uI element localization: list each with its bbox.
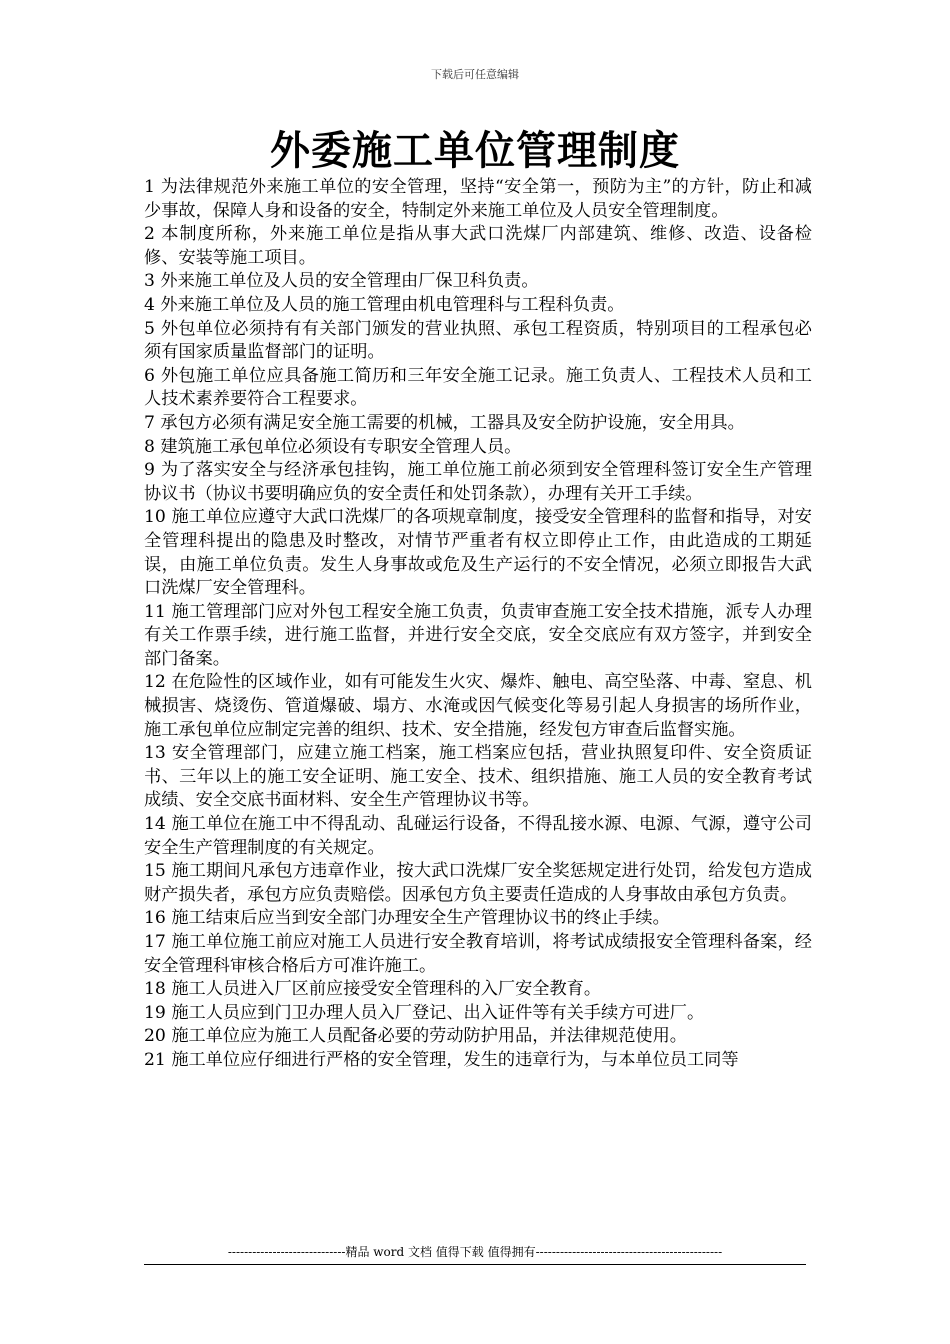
paragraph: 11 施工管理部门应对外包工程安全施工负责，负责审查施工安全技术措施，派专人办理有关工作票手续，进行施工监督，并进行安全交底，安全交底应有双方签字，并到安全部门备案。: [144, 601, 812, 669]
paragraph: 8 建筑施工承包单位必须设有专职安全管理人员。: [144, 436, 522, 457]
paragraph: 18 施工人员进入厂区前应接受安全管理科的入厂安全教育。: [144, 979, 602, 1000]
paragraph: 1 为法律规范外来施工单位的安全管理，坚持“安全第一，预防为主”的方针，防止和减少事故，保障人身和设备的安全，特制定外来施工单位及人员安全管理制度。: [144, 177, 812, 221]
header-note: 下载后可任意编辑: [431, 68, 519, 81]
paragraph: 19 施工人员应到门卫办理人员入厂登记、出入证件等有关手续方可进厂。: [144, 1002, 705, 1023]
paragraph: 14 施工单位在施工中不得乱动、乱碰运行设备，不得乱接水源、电源、气源，遵守公司安全生产管理制度的有关规定。: [144, 814, 812, 858]
paragraph: 10 施工单位应遵守大武口洗煤厂的各项规章制度，接受安全管理科的监督和指导，对安全管理科提出的隐患及时整改，对情节严重者有权立即停止工作，由此造成的工期延误，由施工单位负责。发生人身事故或危及生产运行的不安全情况，必须立即报告大武口洗煤厂安全管理科。: [144, 507, 812, 599]
paragraph: 6 外包施工单位应具备施工简历和三年安全施工记录。施工负责人、工程技术人员和工人技术素养要符合工程要求。: [144, 365, 812, 410]
paragraph: 13 安全管理部门，应建立施工档案，施工档案应包括，营业执照复印件、安全资质证书、三年以上的施工安全证明、施工安全、技术、组织措施、施工人员的安全教育考试成绩、安全交底书面材料、安全生产管理协议书等。: [144, 743, 812, 811]
paragraph: 3 外来施工单位及人员的安全管理由厂保卫科负责。: [144, 271, 539, 292]
paragraph: 21 施工单位应仔细进行严格的安全管理，发生的违章行为，与本单位员工同等: [144, 1049, 739, 1070]
document-body: [144, 176, 812, 1073]
document-title: 外委施工单位管理制度: [270, 127, 680, 174]
paragraph: 4 外来施工单位及人员的施工管理由机电管理科与工程科负责。: [144, 294, 625, 315]
paragraph: 2 本制度所称，外来施工单位是指从事大武口洗煤厂内部建筑、维修、改造、设备检修、安装等施工项目。: [144, 224, 812, 268]
paragraph: 7 承包方必须有满足安全施工需要的机械，工器具及安全防护设施，安全用具。: [144, 412, 745, 433]
paragraph: 20 施工单位应为施工人员配备必要的劳动防护用品，并法律规范使用。: [144, 1026, 687, 1047]
paragraph: 15 施工期间凡承包方违章作业，按大武口洗煤厂安全奖惩规定进行处罚，给发包方造成财产损失者，承包方应负责赔偿。因承包方负主要责任造成的人身事故由承包方负责。: [144, 861, 812, 905]
paragraph: 12 在危险性的区域作业，如有可能发生火灾、爆炸、触电、高空坠落、中毒、窒息、机械损害、烧烫伤、管道爆破、塌方、水淹或因气候变化等易引起人身损害的场所作业，施工承包单位应制定完善的组织、技术、安全措施，经发包方审查后监督实施。: [144, 672, 812, 740]
paragraph: 17 施工单位施工前应对施工人员进行安全教育培训，将考试成绩报安全管理科备案，经安全管理科审核合格后方可准许施工。: [144, 932, 812, 976]
page-footer: -----------------------------精品 word 文档 值得下载 值得拥有----------------------------------------------: [144, 1243, 806, 1265]
paragraph: 16 施工结束后应当到安全部门办理安全生产管理协议书的终止手续。: [144, 908, 670, 929]
paragraph: 5 外包单位必须持有有关部门颁发的营业执照、承包工程资质，特别项目的工程承包必须有国家质量监督部门的证明。: [144, 318, 812, 363]
paragraph: 9 为了落实安全与经济承包挂钩，施工单位施工前必须到安全管理科签订安全生产管理协议书（协议书要明确应负的安全责任和处罚条款），办理有关开工手续。: [144, 460, 812, 504]
